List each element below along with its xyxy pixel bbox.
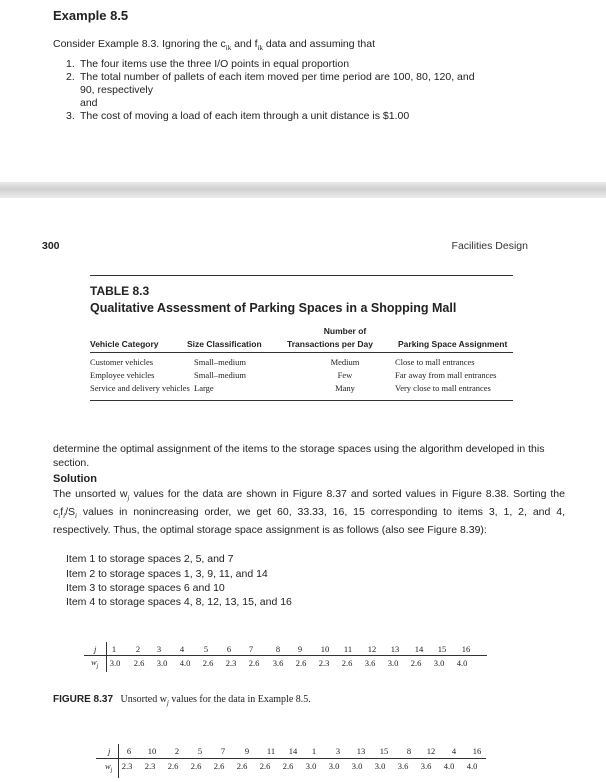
fig37-j-cell: 9	[297, 644, 303, 654]
assignment-item-1: Item 1 to storage spaces 2, 5, and 7	[66, 553, 234, 565]
fig38-j-cell: 1	[311, 746, 317, 756]
assignment-item-3: Item 3 to storage spaces 6 and 10	[66, 582, 225, 594]
fig38-j-cell: 13	[356, 746, 366, 756]
fig37-j-cell: 8	[275, 644, 281, 654]
fig37-j-cell: 1	[111, 644, 117, 654]
fig38-w-cell: 2.6	[190, 761, 202, 771]
fig37-j-cell: 11	[343, 644, 353, 654]
fig38-w-cell: 2.6	[213, 761, 225, 771]
row-label-w: $w_j$	[105, 761, 113, 774]
fig38-w-cell: 2.6	[167, 761, 179, 771]
fig37-horizontal-rule	[84, 655, 487, 656]
previous-page-fragment	[0, 0, 606, 182]
fig38-horizontal-rule	[96, 758, 486, 759]
fig38-j-cell: 15	[379, 746, 389, 756]
fig38-j-cell: 11	[266, 746, 276, 756]
fig38-w-cell: 2.6	[236, 761, 248, 771]
fig37-w-cell: 4.0	[179, 658, 191, 668]
fig38-j-cell: 4	[451, 746, 457, 756]
fig38-w-cell: 3.6	[397, 761, 409, 771]
fig37-w-cell: 4.0	[456, 658, 468, 668]
example-title: Example 8.5	[53, 8, 129, 23]
fig38-w-cell: 3.6	[420, 761, 432, 771]
fig37-w-cell: 3.0	[433, 658, 445, 668]
fig37-w-cell: 3.6	[364, 658, 376, 668]
fig37-w-cell: 3.0	[387, 658, 399, 668]
paragraph-solution: The unsorted $w_j$ values for the data are shown in Figure 8.37 and sorted values in Figure 8.38. Sorting the $c_if_i/S_i$ values in nonincreasing order, we get 60, 33.33, 16, 15 corresponding to items 3, 1, 2, and 4, respectively. Thus, the optimal storage space assignment is as follows (also see Figure 8.39):	[53, 488, 565, 537]
assignment-item-2: Item 2 to storage spaces 1, 3, 9, 11, and 14	[66, 568, 268, 580]
page-300: 300 Facilities Design TABLE 8.3 Qualitative Assessment of Parking Spaces in a Shopping Mall Vehicle Category Size Classification Number of Transactions per Day Parking Space Assignment Customer vehicles Small–medium Medium Close to mall entrances Employee vehicles Small–medium Few Far away from mall entrances Service and delivery vehicles Large Many Very close to mall entrances determine the optimal assignment of the items to the storage spaces using the algorithm developed in this section. Solution The unsorted $w_j$ values for the data are shown in Figure 8.37 and sorted values in Figure 8.38. Sorting the $c_if_i/S_i$ values in nonincreasing order, we get 60, 33.33, 16, 15 corresponding to items 3, 1, 2, and 4, respectively. Thus, the optimal storage space assignment is as follows (also see Figure 8.39): Item 1 to storage spaces 2, 5, and 7 Item 2 to storage spaces 1, 3, 9, 11, and 14 Item 3 to storage spaces 6 and 10 Item 4 to storage spaces 4, 8, 12, 13, 15, and 16 j $w_j$ 1 2 3 4 5 6 7 8 9 10 11 12 13 14 15 16 3.0 2.6 3.0 4.0 2.6 2.3 2.6 3.6 2.6 2.3 2.6 3.6 3.0 2.6 3.0 4.0 FIGURE 8.37 Unsorted $w_j$ values for the data in Example 8.5. j $w_j$ 6 10 2 5 7 9 11 14 1 3 13 15 8 12 4 16 2.3 2.3 2.6 2.6 2.6 2.6 2.6 2.6 3.0 3.0 3.0 3.0 3.6 3.6 4.0 4.0	[0, 198, 606, 782]
fig37-w-cell: 3.6	[272, 658, 284, 668]
fig38-w-cell: 2.3	[144, 761, 156, 771]
col-header-vehicle: Vehicle Category	[90, 339, 159, 349]
list-item: 3. The cost of moving a load of each item through a unit distance is $1.00	[66, 110, 410, 122]
fig38-j-cell: 12	[426, 746, 436, 756]
table-bottom-rule	[90, 400, 513, 401]
page-number: 300	[42, 240, 60, 252]
fig38-j-cell: 10	[147, 746, 157, 756]
row-label-j: j	[94, 644, 97, 654]
fig38-j-cell: 16	[472, 746, 482, 756]
fig38-w-cell: 4.0	[443, 761, 455, 771]
fig37-w-cell: 2.6	[410, 658, 422, 668]
assumption-list	[66, 58, 526, 123]
col-header-number: Number of	[323, 326, 367, 336]
paragraph-determine: determine the optimal assignment of the items to the storage spaces using the algorithm developed in this section.	[53, 443, 545, 469]
fig38-w-cell: 3.0	[328, 761, 340, 771]
fig37-w-cell: 3.0	[156, 658, 168, 668]
fig37-w-cell: 2.6	[133, 658, 145, 668]
fig37-j-cell: 16	[461, 644, 471, 654]
fig37-w-cell: 2.6	[248, 658, 260, 668]
fig37-w-cell: 3.0	[109, 658, 121, 668]
list-item: 1. The four items use the three I/O points in equal proportion	[66, 58, 350, 70]
table-title: Qualitative Assessment of Parking Spaces in a Shopping Mall	[90, 301, 457, 315]
assignment-item-4: Item 4 to storage spaces 4, 8, 12, 13, 15, and 16	[66, 596, 292, 608]
example-intro: Consider Example 8.3. Ignoring the $c_{ik}$ and $f_{ik}$ data and assuming that	[53, 38, 376, 53]
fig37-j-cell: 2	[135, 644, 141, 654]
fig38-j-cell: 9	[244, 746, 250, 756]
fig38-j-cell: 7	[220, 746, 226, 756]
fig38-w-cell: 3.0	[351, 761, 363, 771]
fig38-w-cell: 4.0	[466, 761, 478, 771]
page-separator	[0, 182, 606, 198]
fig38-j-cell: 3	[335, 746, 341, 756]
fig37-w-cell: 2.6	[341, 658, 353, 668]
fig37-j-cell: 7	[248, 644, 254, 654]
fig37-w-cell: 2.3	[225, 658, 237, 668]
fig37-j-cell: 15	[437, 644, 447, 654]
table-header-rule	[90, 352, 513, 353]
table-label: TABLE 8.3	[90, 284, 150, 298]
fig37-j-cell: 3	[156, 644, 162, 654]
fig37-j-cell: 12	[367, 644, 377, 654]
fig37-j-cell: 10	[320, 644, 330, 654]
solution-heading: Solution	[53, 473, 97, 485]
list-item: 2. The total number of pallets of each item moved per time period are 100, 80, 120, and 90, respectively and	[66, 71, 475, 109]
fig38-j-cell: 14	[288, 746, 298, 756]
col-header-transactions: Transactions per Day	[287, 339, 373, 349]
running-head: Facilities Design	[451, 240, 528, 252]
fig37-w-cell: 2.6	[202, 658, 214, 668]
table-top-rule	[90, 275, 513, 276]
fig37-w-cell: 2.3	[318, 658, 330, 668]
fig38-w-cell: 2.6	[259, 761, 271, 771]
row-label-w: $w_j$	[91, 657, 99, 670]
fig37-j-cell: 6	[226, 644, 232, 654]
fig38-j-cell: 6	[126, 746, 132, 756]
row-label-j: j	[108, 746, 111, 756]
fig37-j-cell: 14	[414, 644, 424, 654]
fig37-j-cell: 4	[179, 644, 185, 654]
fig38-w-cell: 3.0	[374, 761, 386, 771]
fig38-j-cell: 2	[174, 746, 180, 756]
fig37-w-cell: 2.6	[295, 658, 307, 668]
fig38-w-cell: 2.6	[282, 761, 294, 771]
fig38-w-cell: 2.3	[121, 761, 133, 771]
fig38-w-cell: 3.0	[305, 761, 317, 771]
col-header-assignment: Parking Space Assignment	[398, 339, 508, 349]
fig37-j-cell: 13	[390, 644, 400, 654]
figure-8-37-caption: FIGURE 8.37 Unsorted $w_j$ values for the data in Example 8.5.	[53, 694, 311, 707]
fig37-j-cell: 5	[203, 644, 209, 654]
col-header-size: Size Classification	[187, 339, 262, 349]
fig38-j-cell: 8	[406, 746, 412, 756]
fig38-j-cell: 5	[197, 746, 203, 756]
